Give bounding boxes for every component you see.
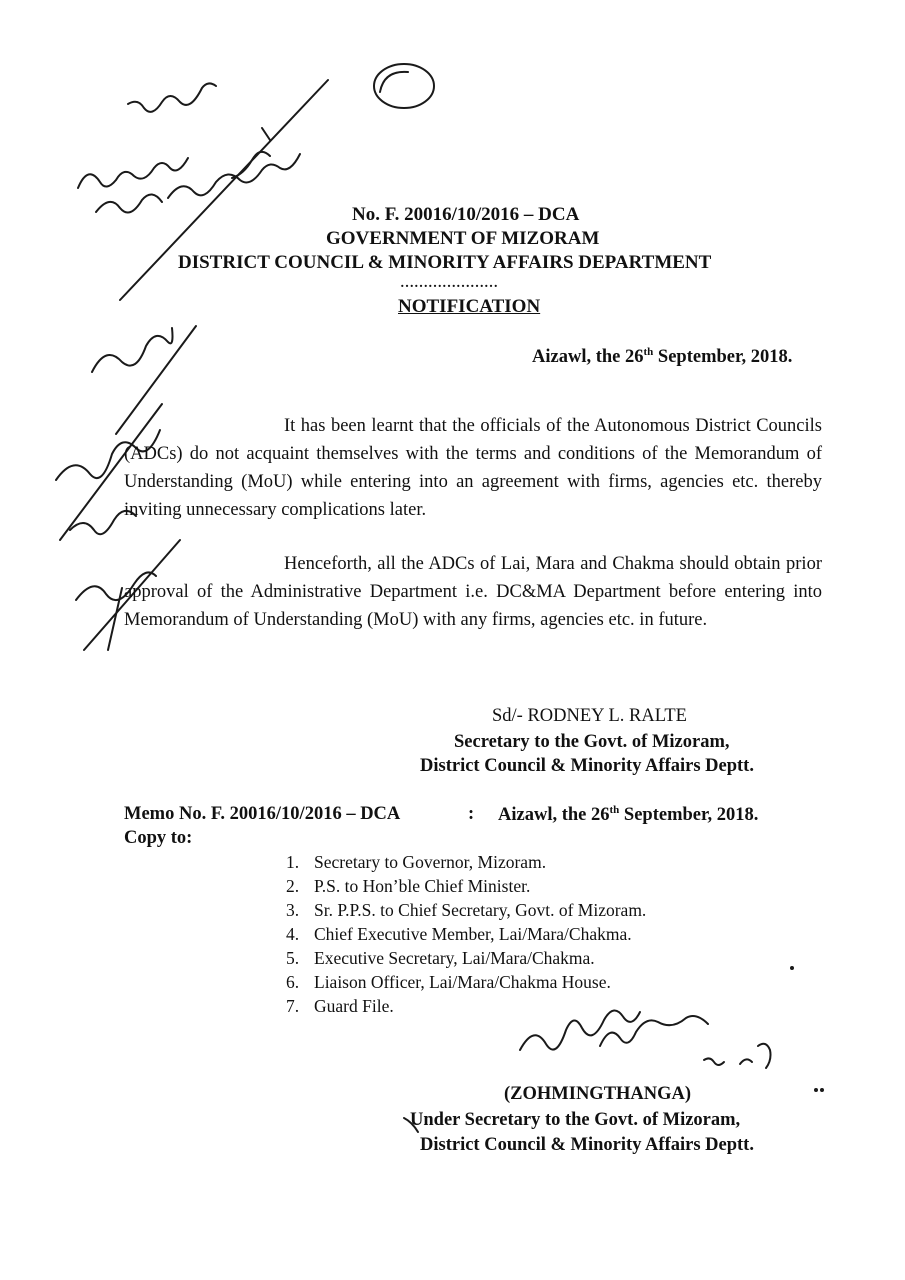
list-item: 2. P.S. to Hon’ble Chief Minister. bbox=[286, 876, 531, 896]
page-number-circle bbox=[374, 64, 434, 108]
notification-date bbox=[532, 346, 792, 368]
signatory-2-designation: Under Secretary to the Govt. of Mizoram, bbox=[410, 1110, 741, 1130]
copy-list bbox=[286, 850, 646, 1018]
signatory-2-name: (ZOHMINGTHANGA) bbox=[504, 1084, 692, 1104]
government-name: GOVERNMENT OF MIZORAM bbox=[326, 228, 600, 249]
list-item: 3. Sr. P.P.S. to Chief Secretary, Govt. of Mizoram. bbox=[286, 900, 647, 920]
list-item: 4. Chief Executive Member, Lai/Mara/Chakma. bbox=[286, 924, 632, 944]
memo-number: Memo No. F. 20016/10/2016 – DCA bbox=[124, 804, 401, 824]
date-prefix: Aizawl, the 26 bbox=[532, 347, 644, 368]
signatory-2-department: District Council & Minority Affairs Deptt. bbox=[420, 1135, 754, 1155]
separator-dots: ………………… bbox=[400, 276, 498, 291]
department-name: DISTRICT COUNCIL & MINORITY AFFAIRS DEPARTMENT bbox=[178, 252, 712, 273]
notification-title: NOTIFICATION bbox=[398, 296, 541, 317]
paragraph-1: It has been learnt that the officials of the Autonomous District Councils (ADCs) do not acquaint themselves with the terms and conditions of the Memorandum of Understanding (MoU) while entering into an agreement with firms, agencies etc. thereby inviting unnecessary complications later. bbox=[124, 416, 822, 520]
list-item: 5. Executive Secretary, Lai/Mara/Chakma. bbox=[286, 948, 595, 968]
memo-date bbox=[498, 804, 758, 826]
list-item: 7. Guard File. bbox=[286, 996, 394, 1016]
signatory-1-designation: Secretary to the Govt. of Mizoram, bbox=[454, 732, 730, 752]
copy-to-label: Copy to: bbox=[124, 828, 193, 848]
memo-date-prefix: Aizawl, the 26 bbox=[498, 805, 610, 826]
date-suffix-sup: th bbox=[643, 346, 654, 358]
signatory-1-department: District Council & Minority Affairs Deptt. bbox=[420, 756, 754, 776]
memo-date-sup: th bbox=[609, 804, 620, 816]
file-number: No. F. 20016/10/2016 – DCA bbox=[352, 204, 580, 225]
signatory-1-name: Sd/- RODNEY L. RALTE bbox=[492, 706, 687, 726]
list-item: 1. Secretary to Governor, Mizoram. bbox=[286, 852, 547, 872]
list-item: 6. Liaison Officer, Lai/Mara/Chakma House. bbox=[286, 972, 611, 992]
memo-separator: : bbox=[468, 804, 475, 824]
date-rest: September, 2018. bbox=[653, 347, 793, 368]
memo-date-rest: September, 2018. bbox=[619, 805, 759, 826]
paragraph-2: Henceforth, all the ADCs of Lai, Mara and Chakma should obtain prior approval of the Administrative Department i.e. DC&MA Department before entering into Memorandum of Understanding (MoU) with any firms, agencies etc. in future. bbox=[124, 554, 822, 630]
